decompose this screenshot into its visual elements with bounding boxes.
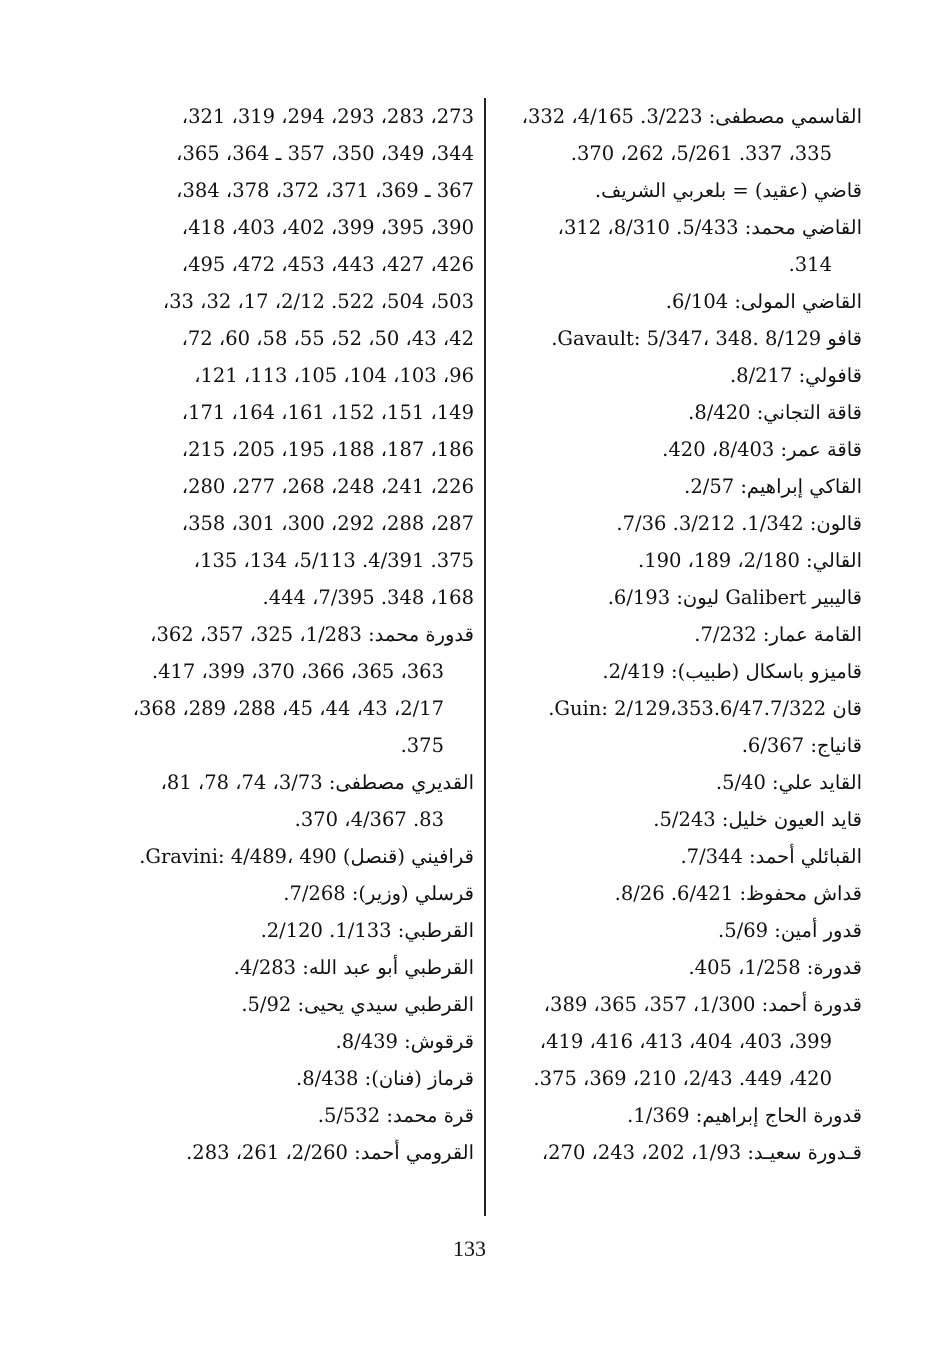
index-entry-continuation: 344، 349، 350، 357 ـ 364، 365،	[176, 142, 474, 165]
index-entry: قاقة عمر: 8/403، 420.	[662, 438, 862, 461]
index-entry: قافو Gavault: 5/347، 348. 8/129.	[551, 327, 862, 350]
index-entry-continuation: 420، 449. 2/43، 210، 369، 375.	[533, 1067, 832, 1090]
index-entry: قايد العيون خليل: 5/243.	[653, 808, 862, 831]
index-entry: قدورة أحمد: 1/300، 357، 365، 389،	[543, 993, 862, 1016]
index-entry: قاليبير Galibert ليون: 6/193.	[607, 586, 862, 609]
index-entry: قرسلي (وزير): 7/268.	[283, 882, 474, 905]
index-entry-continuation: 399، 403، 404، 413، 416، 419،	[539, 1030, 832, 1053]
index-entry-continuation: 273، 283، 293، 294، 319، 321،	[181, 105, 474, 128]
index-entry: القرومي أحمد: 2/260، 261، 283.	[186, 1141, 474, 1164]
index-entry: قداش محفوظ: 6/421. 8/26.	[614, 882, 862, 905]
index-entry: قاميزو باسكال (طبيب): 2/419.	[602, 660, 862, 683]
index-entry-continuation: 503، 504، 522. 2/12، 17، 32، 33،	[162, 290, 474, 313]
index-entry: القاسمي مصطفى: 3/223. 4/165، 332،	[521, 105, 862, 128]
index-entry-continuation: 226، 241، 248، 268، 277، 280،	[181, 475, 474, 498]
index-entry: قدور أمين: 5/69.	[718, 919, 862, 942]
index-entry: قالون: 1/342. 3/212. 7/36.	[616, 512, 862, 535]
index-entry: قـدورة سعيـد: 1/93، 202، 243، 270،	[541, 1141, 862, 1164]
index-entry-continuation: 335، 337. 5/261، 262، 370.	[570, 142, 832, 165]
index-column-left	[110, 98, 474, 1171]
index-entry-continuation: 426، 427، 443، 453، 472، 495،	[181, 253, 474, 276]
index-entry: القاضي المولى: 6/104.	[665, 290, 862, 313]
index-entry-continuation: 363، 365، 366، 370، 399، 417.	[151, 660, 444, 683]
index-entry: قاضي (عقيد) = بلعربي الشريف.	[594, 179, 862, 202]
index-entry-continuation: 83. 4/367، 370.	[294, 808, 444, 831]
index-entry: القالي: 2/180، 189، 190.	[637, 549, 862, 572]
index-entry-continuation: 168، 348. 7/395، 444.	[262, 586, 474, 609]
index-entry: قان Guin: 2/129،353.6/47.7/322.	[548, 697, 862, 720]
index-column-right	[497, 98, 862, 1171]
index-entry: قانياج: 6/367.	[741, 734, 862, 757]
index-entry: القديري مصطفى: 3/73، 74، 78، 81،	[160, 771, 474, 794]
index-entry-continuation: 375. 4/391. 5/113، 134، 135،	[193, 549, 474, 572]
index-entry: قاقة التجاني: 8/420.	[688, 401, 862, 424]
index-entry: القبائلي أحمد: 7/344.	[680, 845, 862, 868]
index-entry: قرافيني (قنصل) Gravini: 4/489، 490.	[139, 845, 474, 868]
index-entry-continuation: 186، 187، 188، 195، 205، 215،	[181, 438, 474, 461]
index-entry: القاكي إبراهيم: 2/57.	[684, 475, 862, 498]
index-entry-continuation: 390، 395، 399، 402، 403، 418،	[181, 216, 474, 239]
index-entry-continuation: 96، 103، 104، 105، 113، 121،	[194, 364, 474, 387]
index-entry: قرة محمد: 5/532.	[317, 1104, 474, 1127]
index-entry: قدورة محمد: 1/283، 325، 357، 362،	[150, 623, 474, 646]
index-entry: القرطبي: 1/133. 2/120.	[260, 919, 474, 942]
index-entry: قرماز (فنان): 8/438.	[296, 1067, 474, 1090]
index-entry: قدورة الحاج إبراهيم: 1/369.	[627, 1104, 862, 1127]
column-divider	[484, 98, 486, 1216]
page-number: 133	[453, 1236, 486, 1261]
index-entry-continuation: 287، 288، 292، 300، 301، 358،	[181, 512, 474, 535]
index-entry: قدورة: 1/258، 405.	[688, 956, 862, 979]
index-entry-continuation: 375.	[400, 734, 444, 757]
index-entry: قرقوش: 8/439.	[335, 1030, 474, 1053]
index-entry: القرطبي أبو عبد الله: 4/283.	[233, 956, 474, 979]
index-entry: قافولي: 8/217.	[729, 364, 862, 387]
index-entry: القاضي محمد: 5/433. 8/310، 312،	[557, 216, 862, 239]
index-entry-continuation: 367 ـ 369، 371، 372، 378، 384،	[176, 179, 474, 202]
index-entry-continuation: 2/17، 43، 44، 45، 288، 289، 368،	[132, 697, 444, 720]
index-entry-continuation: 314.	[788, 253, 832, 276]
index-entry: القرطبي سيدي يحيى: 5/92.	[241, 993, 474, 1016]
index-entry: القامة عمار: 7/232.	[694, 623, 862, 646]
index-entry-continuation: 42، 43، 50، 52، 55، 58، 60، 72،	[181, 327, 474, 350]
index-entry: القايد علي: 5/40.	[715, 771, 862, 794]
index-entry-continuation: 149، 151، 152، 161، 164، 171،	[181, 401, 474, 424]
